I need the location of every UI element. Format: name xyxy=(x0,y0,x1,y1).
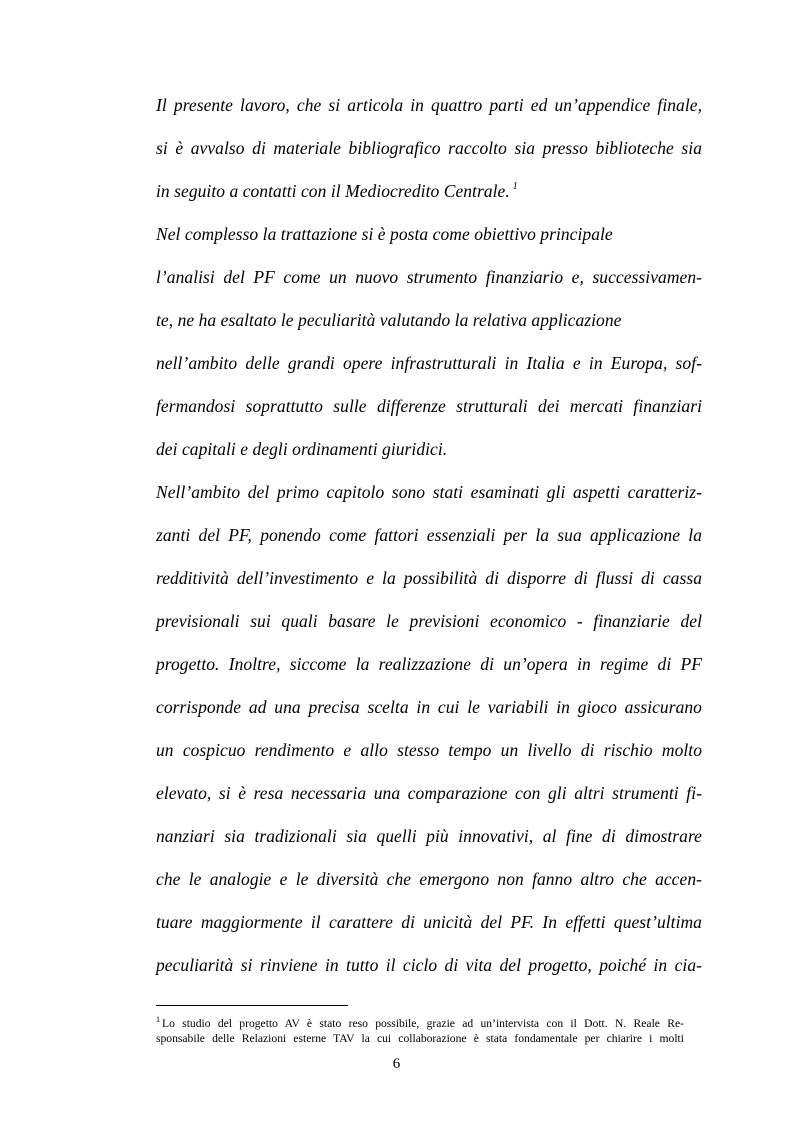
footnote-separator xyxy=(156,1005,348,1006)
body-line-20: tuare maggiormente il carattere di unicità del PF. In effetti quest’ultima xyxy=(156,912,702,932)
body-line-3-text: in seguito a contatti con il Mediocredito Centrale. xyxy=(156,181,510,201)
body-line-2: si è avvalso di materiale bibliografico raccolto sia presso biblioteche sia xyxy=(156,138,702,158)
body-line-16: un cospicuo rendimento e allo stesso tempo un livello di rischio molto xyxy=(156,740,702,760)
body-line-10: Nell’ambito del primo capitolo sono stati esaminati gli aspetti caratteriz- xyxy=(156,482,702,502)
body-line-9: dei capitali e degli ordinamenti giuridici. xyxy=(156,439,448,459)
body-line-19: che le analogie e le diversità che emergono non fanno altro che accen- xyxy=(156,869,702,889)
body-line-5: l’analisi del PF come un nuovo strumento finanziario e, successivamen- xyxy=(156,267,702,287)
body-line-3 xyxy=(156,180,702,206)
body-line-8: fermandosi soprattutto sulle differenze strutturali dei mercati finanziari xyxy=(156,396,702,416)
body-line-6: te, ne ha esaltato le peculiarità valutando la relativa applicazione xyxy=(156,310,622,330)
body-line-1: Il presente lavoro, che si articola in quattro parti ed un’appendice finale, xyxy=(156,95,702,115)
body-line-7: nell’ambito delle grandi opere infrastrutturali in Italia e in Europa, sof- xyxy=(156,353,702,373)
footnote-line-1 xyxy=(156,1016,684,1032)
body-line-12: redditività dell’investimento e la possibilità di disporre di flussi di cassa xyxy=(156,568,702,588)
body-line-21: peculiarità si rinviene in tutto il ciclo di vita del progetto, poiché in cia- xyxy=(156,955,702,975)
body-line-11: zanti del PF, ponendo come fattori essenziali per la sua applicazione la xyxy=(156,525,702,545)
footnote-line-2: sponsabile delle Relazioni esterne TAV la cui collaborazione è stata fondamentale per chiarire i molti xyxy=(156,1032,684,1045)
body-line-4: Nel complesso la trattazione si è posta come obiettivo principale xyxy=(156,224,613,244)
footnote-reference[interactable]: 1 xyxy=(512,181,518,192)
page-number: 6 xyxy=(392,1056,401,1072)
body-line-15: corrisponde ad una precisa scelta in cui le variabili in gioco assicurano xyxy=(156,697,702,717)
footnote-line-1-text: Lo studio del progetto AV è stato reso possibile, grazie ad un’intervista con il Dott. N. Reale Re- xyxy=(162,1017,684,1030)
body-line-14: progetto. Inoltre, siccome la realizzazione di un’opera in regime di PF xyxy=(156,654,702,674)
footnote-marker: 1 xyxy=(156,1015,160,1024)
body-line-13: previsionali sui quali basare le previsioni economico - finanziarie del xyxy=(156,611,702,631)
body-line-18: nanziari sia tradizionali sia quelli più innovativi, al fine di dimostrare xyxy=(156,826,702,846)
body-line-17: elevato, si è resa necessaria una comparazione con gli altri strumenti fi- xyxy=(156,783,702,803)
